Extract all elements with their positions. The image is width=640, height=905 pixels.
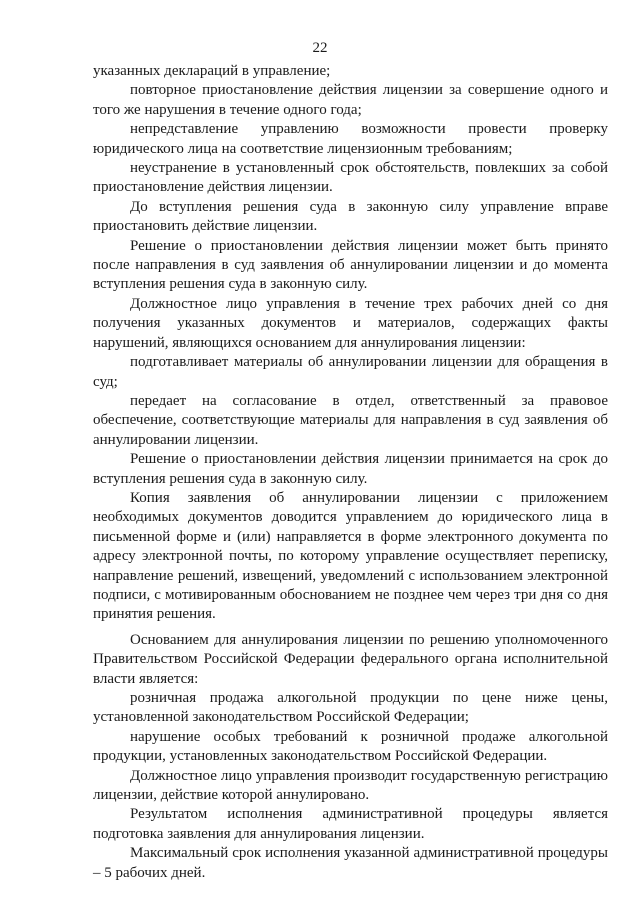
paragraph: Результатом исполнения административной процедуры является подготовка заявления для аннулирования лицензии. (93, 806, 608, 842)
body-text (93, 62, 608, 883)
paragraph: повторное приостановление действия лицензии за совершение одного и того же нарушения в течение одного года; (93, 82, 608, 118)
paragraph: Решение о приостановлении действия лицензии может быть принято после направления в суд заявления об аннулировании лицензии и до момента вступления решения суда в законную силу. (93, 237, 608, 293)
paragraph: указанных деклараций в управление; (93, 63, 331, 79)
paragraph: подготавливает материалы об аннулировании лицензии для обращения в суд; (93, 354, 608, 390)
paragraph: розничная продажа алкогольной продукции по цене ниже цены, установленной законодательством Российской Федерации; (93, 690, 608, 726)
paragraph: До вступления решения суда в законную силу управление вправе приостановить действие лицензии. (93, 198, 608, 235)
paragraph: передает на согласование в отдел, ответственный за правовое обеспечение, соответствующие материалы для направления в суд заявления об аннулировании лицензии. (93, 392, 608, 448)
paragraph: Должностное лицо управления производит государственную регистрацию лицензии, действие которой аннулировано. (93, 767, 608, 804)
paragraph: Решение о приостановлении действия лицензии принимается на срок до вступления решения суда в законную силу. (93, 451, 608, 487)
page-number: 22 (312, 40, 328, 56)
paragraph: неустранение в установленный срок обстоятельств, повлекших за собой приостановление действия лицензии. (93, 160, 608, 196)
paragraph: Копия заявления об аннулировании лицензии с приложением необходимых документов доводится управлением до юридического лица в письменной форме и (или) направляется в форме электронного документа по адресу электронной почты, по которому управление осуществляет переписку, направление решений, извещений, уведомлений с использованием электронной подписи, с мотивированным обоснованием не позднее чем через три дня со дня принятия решения. (93, 489, 608, 623)
paragraph: Основанием для аннулирования лицензии по решению уполномоченного Правительством Российской Федерации федерального органа исполнительной власти является: (93, 631, 608, 687)
paragraph: непредставление управлению возможности провести проверку юридического лица на соответствие лицензионным требованиям; (93, 121, 608, 157)
paragraph: Максимальный срок исполнения указанной административной процедуры – 5 рабочих дней. (93, 845, 608, 881)
paragraph: нарушение особых требований к розничной продаже алкогольной продукции, установленных законодательством Российской Федерации. (93, 728, 608, 765)
paragraph: Должностное лицо управления в течение трех рабочих дней со дня получения указанных документов и материалов, содержащих факты нарушений, являющихся основанием для аннулирования лицензии: (93, 295, 608, 351)
